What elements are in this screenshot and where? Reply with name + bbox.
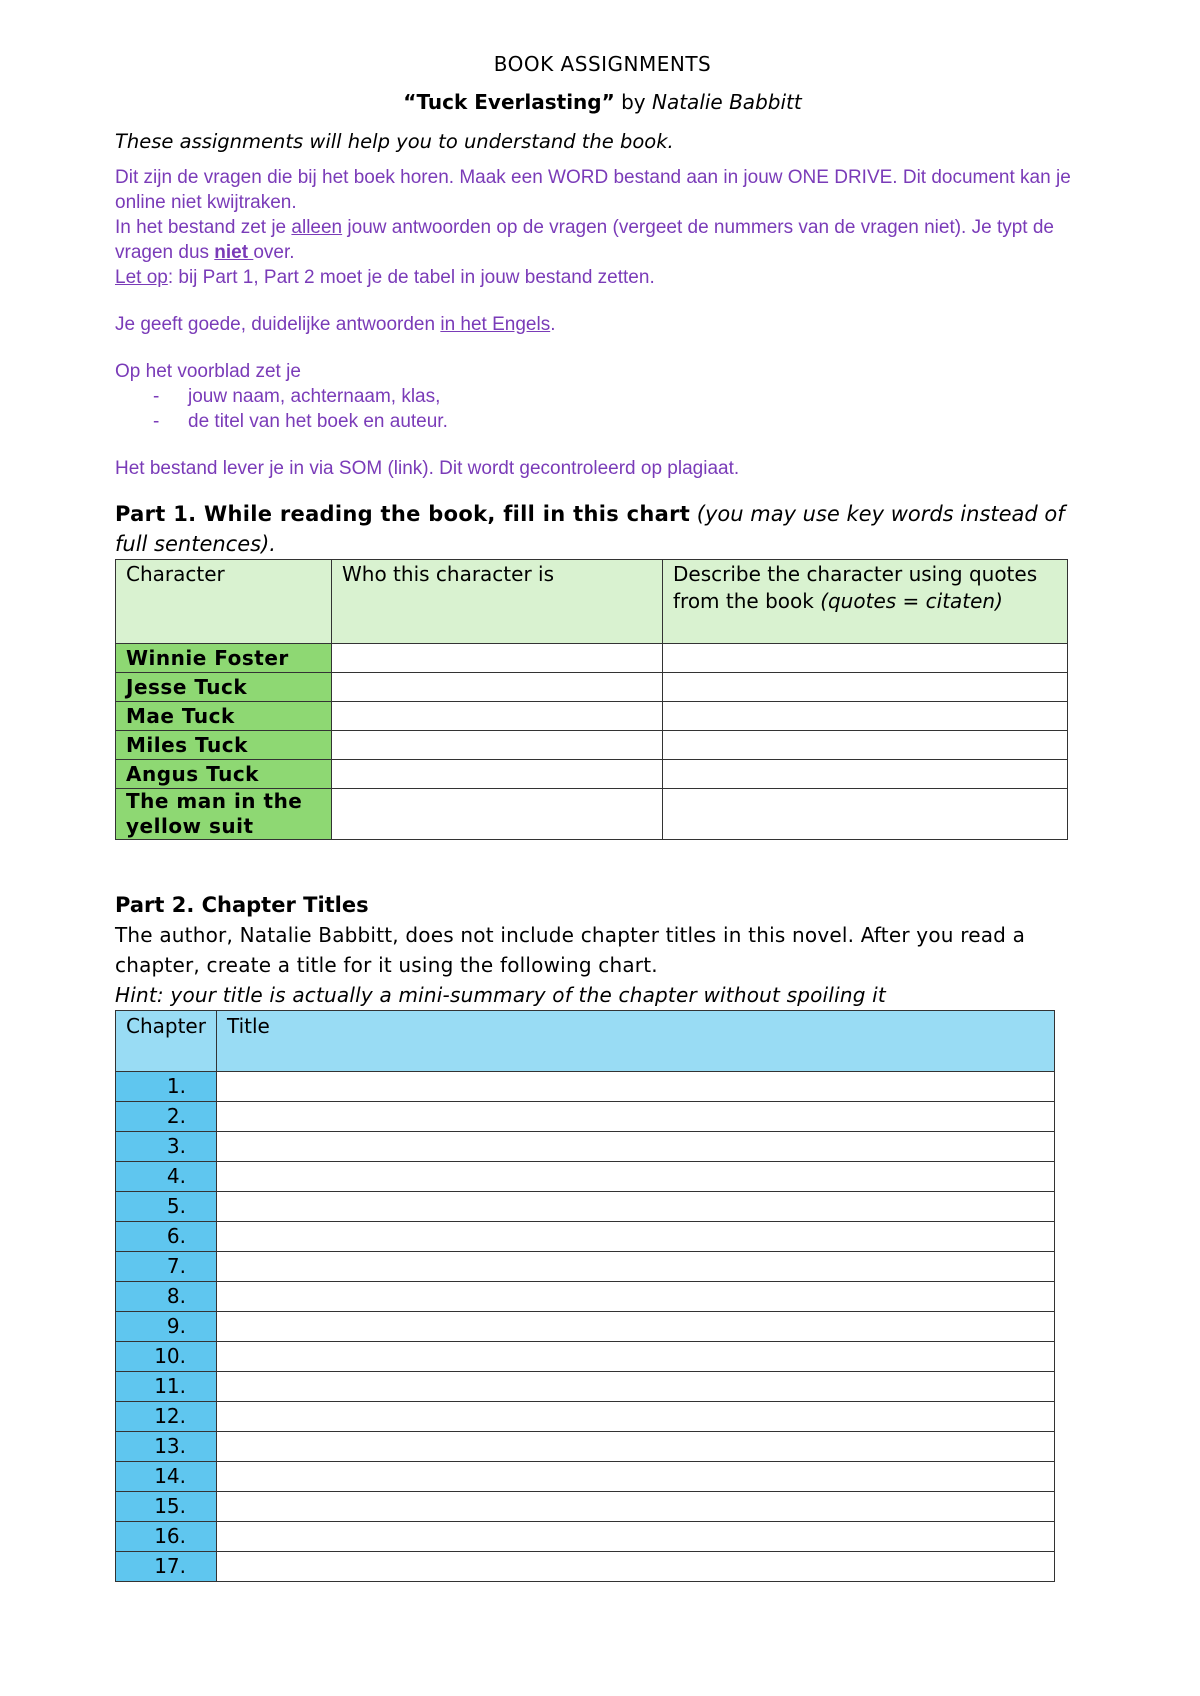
instructions-block xyxy=(115,165,1090,481)
instruction-line xyxy=(115,215,1090,265)
part1-heading-text: Part 1. While reading the book, fill in this chart xyxy=(115,502,691,526)
character-name: Angus Tuck xyxy=(116,760,332,789)
chapter-number: 13. xyxy=(116,1432,217,1462)
who-cell[interactable] xyxy=(332,673,663,702)
who-cell[interactable] xyxy=(332,644,663,673)
chapter-number: 2. xyxy=(116,1102,217,1132)
table-row xyxy=(116,1282,1055,1312)
table-row xyxy=(116,702,1068,731)
describe-cell[interactable] xyxy=(663,673,1068,702)
header-describe-note: (quotes = citaten) xyxy=(820,589,1003,613)
describe-cell[interactable] xyxy=(663,702,1068,731)
character-name: Jesse Tuck xyxy=(116,673,332,702)
character-name: Miles Tuck xyxy=(116,731,332,760)
table-row xyxy=(116,1132,1055,1162)
chapter-title-cell[interactable] xyxy=(217,1552,1055,1582)
list-item: - jouw naam, achternaam, klas, xyxy=(153,386,441,407)
list-item: - de titel van het boek en auteur. xyxy=(153,411,448,432)
table-row xyxy=(116,1252,1055,1282)
chapter-title-cell[interactable] xyxy=(217,1372,1055,1402)
header-describe-text: Describe the character using quotes from the book xyxy=(673,562,1038,613)
instruction-line xyxy=(115,265,1090,290)
chapter-title-cell[interactable] xyxy=(217,1102,1055,1132)
who-cell[interactable] xyxy=(332,702,663,731)
chapter-title-cell[interactable] xyxy=(217,1072,1055,1102)
part2-heading: Part 2. Chapter Titles xyxy=(115,893,369,917)
part1-heading-note: (you may use key words instead of full sentences). xyxy=(115,502,1065,556)
describe-cell[interactable] xyxy=(663,789,1068,840)
alleen-emphasis: alleen xyxy=(291,217,343,238)
chapter-title-cell[interactable] xyxy=(217,1342,1055,1372)
table-row xyxy=(116,1312,1055,1342)
table-row xyxy=(116,1102,1055,1132)
character-name: Winnie Foster xyxy=(116,644,332,673)
who-cell[interactable] xyxy=(332,789,663,840)
table-row xyxy=(116,1222,1055,1252)
book-author: Natalie Babbitt xyxy=(652,90,802,114)
table-row xyxy=(116,673,1068,702)
chapter-title-cell[interactable] xyxy=(217,1312,1055,1342)
who-cell[interactable] xyxy=(332,731,663,760)
table-row xyxy=(116,1372,1055,1402)
instruction-text: In het bestand zet je xyxy=(115,217,292,238)
chapter-title-cell[interactable] xyxy=(217,1492,1055,1522)
instruction-text: : bij Part 1, Part 2 moet je de tabel in jouw bestand zetten. xyxy=(167,267,655,288)
character-table xyxy=(115,559,1068,840)
describe-cell[interactable] xyxy=(663,760,1068,789)
chapter-number: 10. xyxy=(116,1342,217,1372)
chapter-number: 9. xyxy=(116,1312,217,1342)
table-row xyxy=(116,789,1068,840)
chapter-title-cell[interactable] xyxy=(217,1522,1055,1552)
chapter-number: 1. xyxy=(116,1072,217,1102)
chapter-title-cell[interactable] xyxy=(217,1192,1055,1222)
chapter-number: 17. xyxy=(116,1552,217,1582)
table-row xyxy=(116,760,1068,789)
instruction-line: Het bestand lever je in via SOM (link). Dit wordt gecontroleerd op plagiaat. xyxy=(115,458,740,479)
table-header-row xyxy=(116,1011,1055,1072)
table-row xyxy=(116,644,1068,673)
chapter-number: 5. xyxy=(116,1192,217,1222)
chapter-number: 12. xyxy=(116,1402,217,1432)
table-row xyxy=(116,1402,1055,1432)
table-row xyxy=(116,1072,1055,1102)
page-title: BOOK ASSIGNMENTS xyxy=(493,52,712,76)
instruction-line: Dit zijn de vragen die bij het boek horen. Maak een WORD bestand aan in jouw ONE DRIVE. Dit document kan je online niet kwijtraken. xyxy=(115,167,1071,213)
chapter-title-cell[interactable] xyxy=(217,1222,1055,1252)
table-row xyxy=(116,1162,1055,1192)
engels-emphasis: in het Engels xyxy=(440,314,551,335)
list-item-text: jouw naam, achternaam, klas, xyxy=(188,386,441,407)
table-row xyxy=(116,1192,1055,1222)
header-who: Who this character is xyxy=(332,560,663,644)
table-row xyxy=(116,1522,1055,1552)
chapter-title-cell[interactable] xyxy=(217,1462,1055,1492)
table-header-row xyxy=(116,560,1068,644)
part2-section xyxy=(115,890,1090,1582)
document-page xyxy=(115,52,1090,1582)
header-describe xyxy=(663,560,1068,644)
table-row xyxy=(116,1462,1055,1492)
instruction-line: Op het voorblad zet je xyxy=(115,361,301,382)
chapter-title-cell[interactable] xyxy=(217,1162,1055,1192)
instruction-text: Je geeft goede, duidelijke antwoorden xyxy=(115,314,441,335)
chapter-number: 14. xyxy=(116,1462,217,1492)
part2-text: The author, Natalie Babbitt, does not include chapter titles in this novel. After you read a chapter, create a title for it using the following chart. xyxy=(115,923,1026,977)
cover-list xyxy=(115,384,1090,434)
chapter-title-cell[interactable] xyxy=(217,1282,1055,1312)
table-row xyxy=(116,1492,1055,1522)
book-title: “Tuck Everlasting” xyxy=(403,90,615,114)
instruction-text: . xyxy=(550,314,556,335)
chapter-number: 4. xyxy=(116,1162,217,1192)
table-row xyxy=(116,731,1068,760)
part1-heading xyxy=(115,499,1090,559)
part2-hint: Hint: your title is actually a mini-summary of the chapter without spoiling it xyxy=(115,983,886,1007)
intro-text: These assignments will help you to understand the book. xyxy=(115,130,674,153)
character-name: Mae Tuck xyxy=(116,702,332,731)
niet-emphasis: niet xyxy=(214,242,254,263)
chapter-number: 3. xyxy=(116,1132,217,1162)
list-item-text: de titel van het boek en auteur. xyxy=(188,411,448,432)
who-cell[interactable] xyxy=(332,760,663,789)
table-row xyxy=(116,1432,1055,1462)
chapter-table xyxy=(115,1010,1055,1582)
table-row xyxy=(116,1552,1055,1582)
chapter-title-cell[interactable] xyxy=(217,1132,1055,1162)
character-name: The man in the yellow suit xyxy=(116,789,332,840)
chapter-number: 16. xyxy=(116,1522,217,1552)
chapter-number: 11. xyxy=(116,1372,217,1402)
chapter-number: 15. xyxy=(116,1492,217,1522)
chapter-number: 8. xyxy=(116,1282,217,1312)
describe-cell[interactable] xyxy=(663,731,1068,760)
instruction-line xyxy=(115,312,1090,337)
letop-emphasis: Let op xyxy=(115,267,168,288)
header-character: Character xyxy=(116,560,332,644)
header-title: Title xyxy=(217,1011,1055,1072)
instruction-text: jouw antwoorden op de vragen (vergeet de nummers van de vragen niet). Je typt de vragen dus xyxy=(115,217,1054,263)
header-chapter: Chapter xyxy=(116,1011,217,1072)
describe-cell[interactable] xyxy=(663,644,1068,673)
table-row xyxy=(116,1342,1055,1372)
by-word: by xyxy=(621,90,646,114)
chapter-number: 6. xyxy=(116,1222,217,1252)
chapter-number: 7. xyxy=(116,1252,217,1282)
chapter-title-cell[interactable] xyxy=(217,1402,1055,1432)
instruction-text: over. xyxy=(253,242,295,263)
book-subtitle xyxy=(115,90,1090,114)
chapter-title-cell[interactable] xyxy=(217,1432,1055,1462)
chapter-title-cell[interactable] xyxy=(217,1252,1055,1282)
